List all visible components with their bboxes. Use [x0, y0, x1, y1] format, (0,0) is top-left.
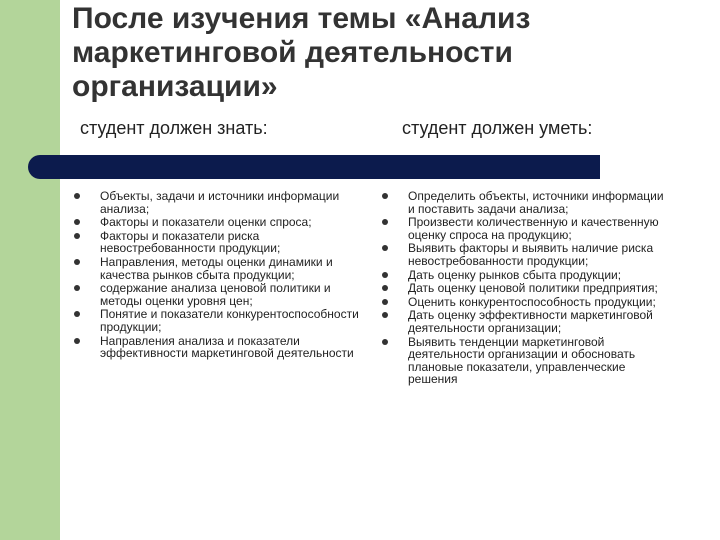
list-item-text: Произвести количественную и качественную оценку спроса на продукцию;: [408, 215, 659, 242]
bullet-icon: [382, 339, 388, 345]
slide-title: После изучения темы «Анализ маркетинговой деятельности организации»: [72, 2, 531, 103]
list-item-text: Направления, методы оценки динамики и качества рынков сбыта продукции;: [100, 254, 333, 282]
bullet-icon: [382, 312, 388, 318]
list-item-text: Дать оценку рынков сбыта продукции;: [408, 267, 622, 282]
list-item: [74, 256, 364, 281]
list-item-text: Факторы и показатели оценки спроса;: [100, 215, 312, 230]
bullet-icon: [382, 219, 388, 225]
list-item: [74, 335, 364, 360]
bullet-icon: [74, 193, 80, 199]
can-heading: студент должен уметь:: [402, 118, 593, 138]
list-item: [382, 282, 672, 295]
list-item-text: Дать оценку эффективности маркетинговой деятельности организации;: [408, 308, 653, 335]
bullet-icon: [74, 338, 80, 344]
list-item-text: Выявить факторы и выявить наличие риска невостребованности продукции;: [408, 241, 654, 268]
list-item: [74, 282, 364, 307]
list-item-text: содержание анализа ценовой политики и методы оценки уровня цен;: [100, 281, 331, 308]
list-item-text: Понятие и показатели конкурентоспособности продукции;: [100, 307, 359, 334]
list-item: [382, 242, 672, 267]
bullet-icon: [382, 299, 388, 305]
bullet-icon: [382, 272, 388, 278]
list-item: [74, 230, 364, 255]
list-item: [382, 296, 672, 309]
list-item: [74, 190, 364, 215]
bullet-icon: [74, 219, 80, 225]
list-item-text: Оценить конкурентоспособность продукции;: [408, 294, 656, 309]
list-item: [382, 269, 672, 282]
divider-bar: [28, 155, 600, 179]
bullet-icon: [74, 285, 80, 291]
list-item-text: Объекты, задачи и источники информации анализа;: [100, 189, 340, 216]
list-item: [382, 216, 672, 241]
bullet-icon: [382, 245, 388, 251]
list-item: [74, 308, 364, 333]
list-item-text: Дать оценку ценовой политики предприятия;: [408, 281, 658, 296]
list-item: [382, 309, 672, 334]
bullet-icon: [382, 285, 388, 291]
bullet-icon: [74, 259, 80, 265]
list-item: [382, 336, 672, 386]
list-item-text: Факторы и показатели риска невостребованности продукции;: [100, 228, 281, 256]
bullet-icon: [74, 311, 80, 317]
know-heading: студент должен знать:: [80, 118, 268, 138]
can-list: [382, 190, 672, 387]
list-item-text: Направления анализа и показатели эффективности маркетинговой деятельности: [100, 333, 354, 361]
list-item-text: Определить объекты, источники информации и поставить задачи анализа;: [408, 189, 664, 216]
bullet-icon: [74, 233, 80, 239]
side-accent-band: [0, 0, 60, 540]
know-list: [74, 190, 364, 361]
list-item: [382, 190, 672, 215]
bullet-icon: [382, 193, 388, 199]
list-item: [74, 216, 364, 229]
list-item-text: Выявить тенденции маркетинговой деятельности организации и обосновать плановые показатели, управленческие решения: [408, 334, 636, 387]
